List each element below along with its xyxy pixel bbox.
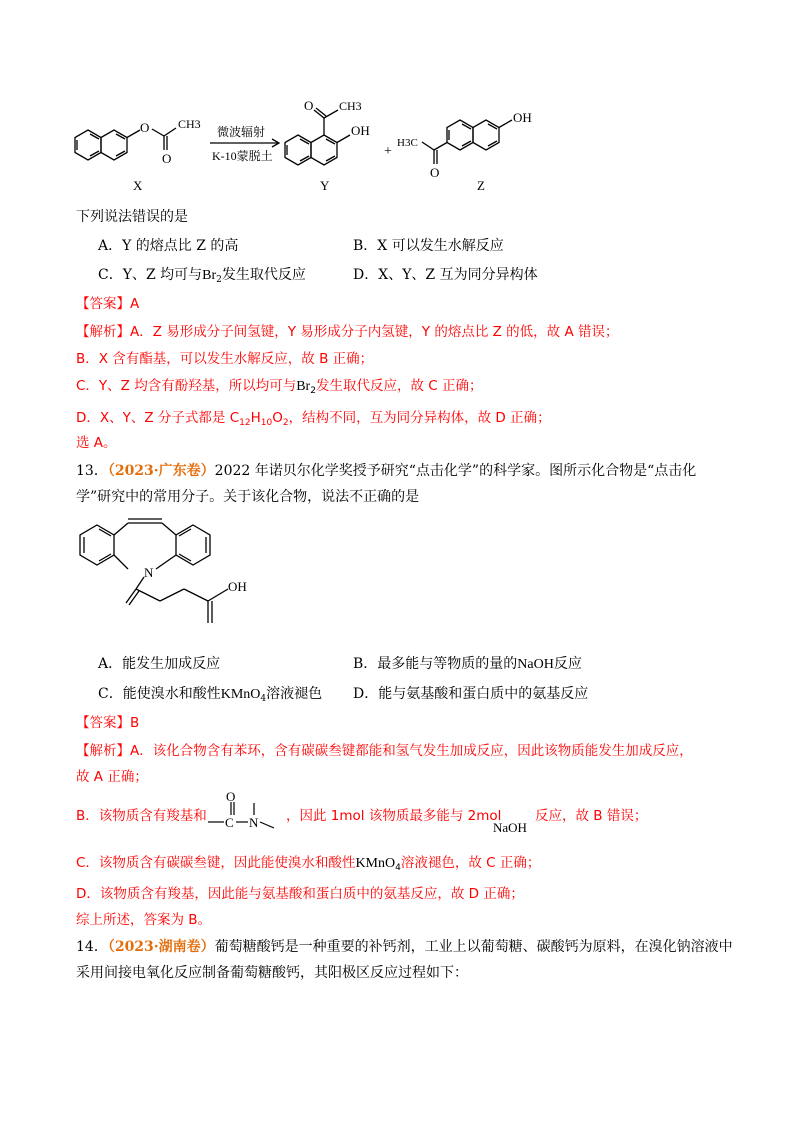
- atom-o-carbonyl-x: O: [162, 151, 172, 166]
- label-y: Y: [320, 178, 330, 193]
- answer-value: A: [130, 296, 140, 312]
- answer-label: 【答案】: [76, 296, 130, 312]
- q13-analysis-b-post: 反应，故 B 错误；: [535, 808, 648, 824]
- q13-answer: 【答案】B: [76, 715, 140, 731]
- atom-o-ester: O: [140, 120, 150, 135]
- q13-analysis-a-line1: 【解析】A．该化合物含有苯环，含有碳碳叁键都能和氢气发生加成反应，因此该物质能发生加成反应，: [76, 743, 693, 759]
- atom-h3c-z: H3C: [397, 137, 418, 149]
- q12-conclusion: 选 A。: [76, 435, 117, 451]
- q13-analysis-c: C．该物质含有碳碳叁键，因此能使溴水和酸性KMnO$_4$溶液褪色，故 C 正确；: [76, 855, 541, 873]
- atom-oh-acid: OH: [228, 579, 247, 594]
- compound-z-structure: [422, 120, 512, 164]
- q13-option-c: C．能使溴水和酸性KMnO$_4$溶液褪色: [98, 686, 323, 704]
- atom-oh-z: OH: [513, 110, 532, 125]
- q12-analysis-a: 【解析】A．Z 易形成分子间氢键，Y 易形成分子内氢键，Y 的熔点比 Z 的低，故 A 错误；: [76, 324, 619, 340]
- q13-conclusion: 综上所述，答案为 B。: [76, 912, 212, 928]
- analysis-label: 【解析】: [76, 324, 130, 340]
- q12-option-c-chem: Br: [202, 268, 217, 283]
- label-x: X: [133, 178, 143, 193]
- q12-analysis-d: D．X、Y、Z 分子式都是 $C_{12}H_{10}O_2$，结构不同，互为同分异构体，故 D 正确；: [76, 410, 551, 428]
- q13-analysis-a-line2: 故 A 正确；: [76, 769, 148, 785]
- q12-option-c-pre: C．Y、Z 均可与: [98, 267, 203, 283]
- q12-option-c-sub: 2: [216, 275, 222, 285]
- q13-number: 13．: [76, 463, 108, 479]
- q12-option-d: D．X、Y、Z 互为同分异构体: [353, 267, 538, 283]
- q13-option-d: D．能与氨基酸和蛋白质中的氨基反应: [353, 686, 589, 702]
- q12-option-c: [98, 265, 306, 286]
- label-z: Z: [477, 178, 485, 193]
- q13-option-a: A．能发生加成反应: [98, 656, 221, 672]
- compound-x-structure: [75, 128, 176, 160]
- q12-option-c-post: 发生取代反应: [221, 267, 306, 283]
- q13-stem-line1: 13．（2023·广东卷）2022 年诺贝尔化学奖授予研究“点击化学”的科学家。图所示化合物是“点击化: [76, 463, 697, 479]
- atom-ch3-x: CH3: [178, 117, 201, 131]
- q13-structure: [60, 505, 290, 645]
- amide-c: C: [225, 815, 234, 830]
- q12-stem: 下列说法错误的是: [76, 209, 188, 225]
- amide-fragment: [206, 790, 280, 840]
- atom-n: N: [144, 565, 154, 580]
- q12-option-b: B．X 可以发生水解反应: [353, 238, 504, 254]
- amide-o: O: [226, 790, 236, 804]
- q13-analysis-b-chem: NaOH: [493, 820, 527, 835]
- q13-analysis-b-pre: B．该物质含有羧基和: [76, 808, 207, 824]
- atom-o-y: O: [304, 98, 314, 113]
- q13-analysis-b-mid: ，因此 1mol 该物质最多能与 2mol: [286, 808, 502, 824]
- q12-analysis-c: C．Y、Z 均含有酚羟基，所以均可与$Br_2$发生取代反应，故 C 正确；: [76, 378, 483, 396]
- arrow-top-label: 微波辐射: [217, 125, 266, 139]
- q12-answer: [76, 294, 139, 314]
- q12-option-a: A．Y 的熔点比 Z 的高: [98, 238, 239, 254]
- q13-stem-line2: 学”研究中的常用分子。关于该化合物，说法不正确的是: [76, 489, 420, 505]
- arrow-bottom-label: K-10蒙脱土: [212, 149, 273, 163]
- atom-oh-y: OH: [351, 123, 370, 138]
- q12-analysis-b: B．X 含有酯基，可以发生水解反应，故 B 正确；: [76, 351, 374, 367]
- q13-analysis-d: D．该物质含有羧基，因此能与氨基酸和蛋白质中的氨基反应，故 D 正确；: [76, 886, 524, 902]
- q13-source: （2023·广东卷）: [107, 463, 215, 479]
- atom-o-z: O: [430, 165, 440, 180]
- q14-stem-line2: 采用间接电氧化反应制备葡萄糖酸钙，其阳极区反应过程如下：: [76, 965, 468, 981]
- q14-stem-line1: 14．（2023·湖南卷）葡萄糖酸钙是一种重要的补钙剂，工业上以葡萄糖、碳酸钙为原料，在溴化钠溶液中: [76, 939, 733, 955]
- compound-y-structure: [285, 108, 350, 165]
- plus-sign: +: [384, 144, 392, 159]
- reaction-scheme: [60, 80, 580, 200]
- atom-ch3-y: CH3: [339, 99, 362, 113]
- amide-n: N: [249, 815, 259, 830]
- q13-option-b: B．最多能与等物质的量的NaOH反应: [353, 656, 582, 672]
